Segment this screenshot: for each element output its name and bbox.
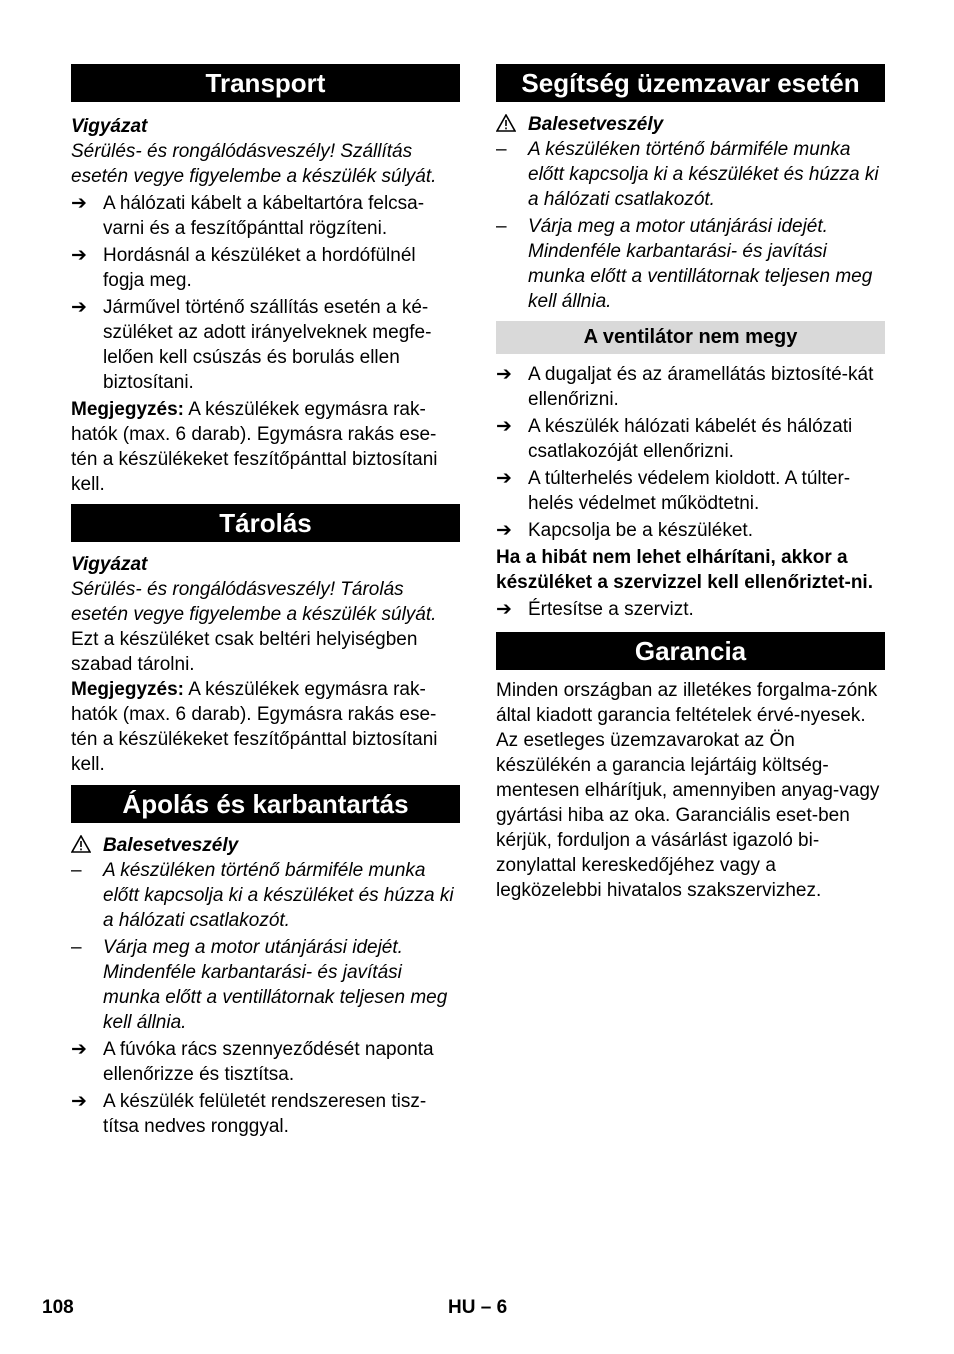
caution-text: Sérülés- és rongálódásveszély! Szállítás esetén vegye figyelembe a készülék súlyát. xyxy=(71,141,437,187)
arrow-right-icon: ➔ xyxy=(496,520,512,541)
list-item: ➔ A túlterhelés védelem kioldott. A túlter-helés védelmet működtetni. xyxy=(496,468,851,514)
arrow-right-icon: ➔ xyxy=(496,599,512,620)
list-item: ➔ A készülék felületét rendszeresen tisz-títsa nedves ronggyal. xyxy=(71,1091,427,1137)
danger-heading: Balesetveszély xyxy=(71,833,460,858)
subsection-title: A ventilátor nem megy xyxy=(496,321,885,354)
list-item: ➔ Értesítse a szervizt. xyxy=(496,599,694,620)
note-paragraph: Megjegyzés: A készülékek egymásra rak-hatók (max. 6 darab). Egymásra rakás ese-tén a készülékeket feszítőpánttal biztosítani kell. xyxy=(71,679,438,775)
warning-triangle-icon xyxy=(496,114,516,139)
arrow-right-icon: ➔ xyxy=(71,1039,87,1060)
caution-label: Vigyázat xyxy=(71,116,148,137)
storage-text: Ezt a készüléket csak beltéri helyiségben szabad tárolni. xyxy=(71,629,418,675)
list-item: ➔ Hordásnál a készüléket a hordófülnél fogja meg. xyxy=(71,245,416,291)
left-column xyxy=(71,64,460,1141)
section-title-trouble: Segítség üzemzavar esetén xyxy=(496,64,885,102)
warning-triangle-icon xyxy=(71,835,91,860)
note-paragraph: Megjegyzés: A készülékek egymásra rak-hatók (max. 6 darab). Egymásra rakás ese-tén a készülékeket feszítőpánttal biztosítani kell. xyxy=(71,399,438,495)
list-item: ➔ A dugaljat és az áramellátás biztosíté-kát ellenőrizni. xyxy=(496,364,874,410)
section-title-warranty: Garancia xyxy=(496,632,885,670)
arrow-right-icon: ➔ xyxy=(496,468,512,489)
arrow-right-icon: ➔ xyxy=(71,297,87,318)
danger-heading: Balesetveszély xyxy=(496,112,885,137)
arrow-right-icon: ➔ xyxy=(71,245,87,266)
escalation-text: Ha a hibát nem lehet elhárítani, akkor a készüléket a szervizzel kell ellenőriztet-ni. xyxy=(496,547,873,593)
right-column xyxy=(496,64,885,903)
dash-bullet: – xyxy=(71,860,82,881)
section-title-transport: Transport xyxy=(71,64,460,102)
arrow-right-icon: ➔ xyxy=(71,1091,87,1112)
arrow-right-icon: ➔ xyxy=(496,416,512,437)
caution-label: Vigyázat xyxy=(71,554,148,575)
arrow-right-icon: ➔ xyxy=(71,193,87,214)
list-item: ➔ A készülék hálózati kábelét és hálózati csatlakozóját ellenőrizni. xyxy=(496,416,853,462)
dash-bullet: – xyxy=(71,937,82,958)
list-item: – Várja meg a motor utánjárási idejét. Mindenféle karbantarási- és javítási munka előtt a ventillátornak teljesen meg kell állnia. xyxy=(71,937,448,1033)
list-item: ➔ A hálózati kábelt a kábeltartóra felcsa-varni és a feszítőpánttal rögzíteni. xyxy=(71,193,425,239)
dash-bullet: – xyxy=(496,216,507,237)
list-item: ➔ A fúvóka rács szennyeződését naponta ellenőrizze és tisztítsa. xyxy=(71,1039,434,1085)
list-item: – A készüléken történő bármiféle munka előtt kapcsolja ki a készüléket és húzza ki a hálózati csatlakozót. xyxy=(496,139,879,210)
section-title-storage: Tárolás xyxy=(71,504,460,542)
section-title-care: Ápolás és karbantartás xyxy=(71,785,460,823)
page-number: 108 xyxy=(42,1297,74,1318)
list-item: – Várja meg a motor utánjárási idejét. Mindenféle karbantarási- és javítási munka előtt a ventillátornak teljesen meg kell állnia. xyxy=(496,216,873,312)
list-item: ➔ Kapcsolja be a készüléket. xyxy=(496,520,753,541)
list-item: ➔ Járművel történő szállítás esetén a ké-szüléket az adott irányelveknek megfe-lelően kell csúszás és borulás ellen biztosítani. xyxy=(71,297,432,393)
arrow-right-icon: ➔ xyxy=(496,364,512,385)
section-marker: HU – 6 xyxy=(448,1297,508,1318)
warranty-text: Minden országban az illetékes forgalma-zónk által kiadott garancia feltételek érvé-nyesek. Az esetleges üzemzavarokat az Ön készülékén a garancia lejártáig költség-mentesen elhárítjuk, amennyiben anyag-vagy gyártási hiba az oka. Garanciális eset-ben kérjük, forduljon a vásárlást igazoló bi-zonylattal kereskedőjéhez vagy a legközelebbi hivatalos szakszervizhez. xyxy=(496,680,880,901)
dash-bullet: – xyxy=(496,139,507,160)
list-item: – A készüléken történő bármiféle munka előtt kapcsolja ki a készüléket és húzza ki a hálózati csatlakozót. xyxy=(71,860,454,931)
caution-text: Sérülés- és rongálódásveszély! Tárolás esetén vegye figyelembe a készülék súlyát. xyxy=(71,579,437,625)
